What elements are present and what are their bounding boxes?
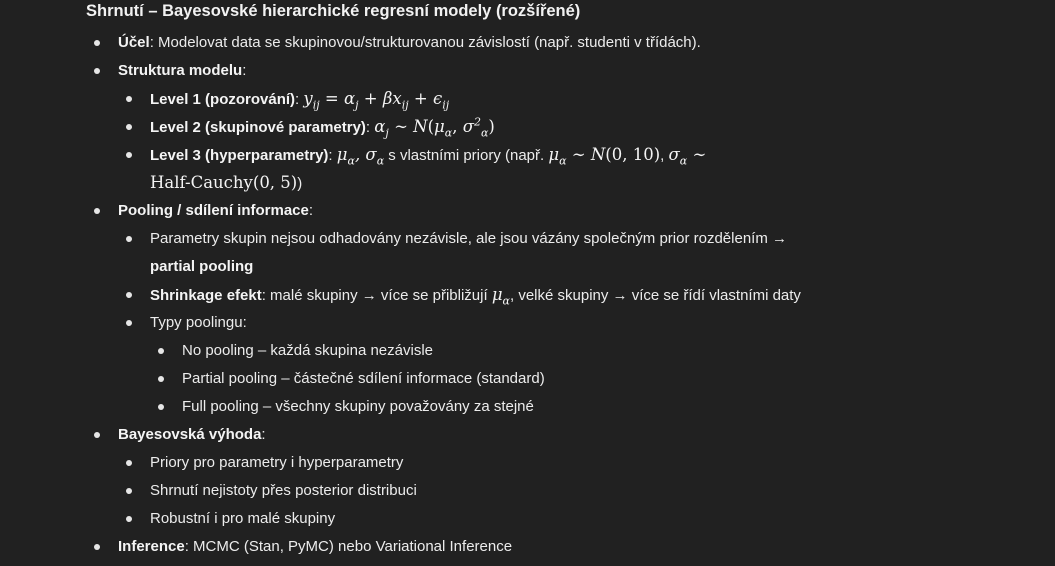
page-title: Shrnutí – Bayesovské hierarchické regresní modely (rozšířené): [86, 2, 581, 20]
list-item-shrinkage: [150, 281, 801, 309]
bullet-dot: [126, 488, 132, 494]
bullet-dot: [158, 404, 164, 410]
level2-label: Level 2 (skupinové parametry): [150, 119, 366, 136]
level1-label: Level 1 (pozorování): [150, 91, 296, 108]
shrinkage-text-b: , velké skupiny → více se řídí vlastními daty: [509, 287, 801, 304]
ucel-sep: :: [149, 34, 154, 51]
bullet-dot: [126, 96, 132, 102]
list-item-vyhoda: [118, 421, 266, 449]
list-item-vyhoda-sub: [150, 449, 403, 477]
level3-label: Level 3 (hyperparametry): [150, 147, 329, 164]
level1-sep: :: [295, 91, 304, 108]
bullet-dot: [126, 152, 132, 158]
bullet-dot: [94, 68, 100, 74]
list-item-pooling: [118, 197, 313, 225]
type-text: Full pooling – všechny skupiny považovány za stejné: [182, 398, 534, 415]
level3-prior1: $\mu_\alpha$ ∼ N(0, 10): [548, 145, 661, 168]
bullet-dot: [126, 320, 132, 326]
level3-prior2-cont: Half-Cauchy(0, 5): [150, 173, 298, 192]
list-item-type: [182, 365, 545, 393]
ucel-label: Účel: [118, 34, 150, 51]
shrinkage-text-a: : malé skupiny → více se přibližují: [261, 287, 492, 304]
list-item-types: [150, 309, 247, 337]
bullet-dot: [126, 236, 132, 242]
list-item-type: [182, 337, 433, 365]
bullet-dot: [126, 124, 132, 130]
bullet-dot: [158, 348, 164, 354]
type-text: Partial pooling – částečné sdílení informace (standard): [182, 370, 545, 387]
list-item-inference: [118, 533, 512, 561]
inference-text: MCMC (Stan, PyMC) nebo Variational Inference: [188, 538, 513, 555]
vyhoda-sep: :: [261, 426, 266, 443]
shrinkage-label: Shrinkage efekt: [150, 287, 262, 304]
bullet-dot: [94, 544, 100, 550]
ucel-text: Modelovat data se skupinovou/strukturovanou závislostí (např. studenti v třídách).: [153, 34, 701, 51]
list-item-level2: [150, 113, 495, 141]
level3-params: $\mu_\alpha$, $\sigma_\alpha$: [336, 145, 385, 168]
list-item-ucel: [118, 29, 701, 57]
level1-formula: $y_{ij} = \alpha_j + \beta x_{ij} + \epsilon_{ij}$: [303, 89, 450, 112]
bullet-dot: [94, 40, 100, 46]
bullet-dot: [94, 432, 100, 438]
struktura-sep: :: [242, 62, 247, 79]
pooling-desc-text: Parametry skupin nejsou odhadovány nezávisle, ale jsou vázány společným prior rozdělením →: [150, 230, 787, 247]
level3-sep: :: [328, 147, 337, 164]
vyhoda-text: Robustní i pro malé skupiny: [150, 510, 336, 527]
pooling-label: Pooling / sdílení informace: [118, 202, 309, 219]
level2-formula: $\alpha_j$ ∼ $N(\mu_\alpha$, $\sigma^2_\alpha$): [374, 115, 495, 140]
partial-pooling-bold: partial pooling: [150, 258, 254, 275]
type-text: No pooling – každá skupina nezávisle: [182, 342, 433, 359]
level3-text: s vlastními priory (např.: [384, 147, 549, 164]
vyhoda-text: Priory pro parametry i hyperparametry: [150, 454, 404, 471]
bullet-dot: [126, 292, 132, 298]
list-item-pooling-desc: [150, 225, 787, 253]
list-item-vyhoda-sub: [150, 477, 417, 505]
types-label: Typy poolingu:: [150, 314, 247, 331]
bullet-dot: [126, 516, 132, 522]
list-item-level3: [150, 141, 706, 169]
level2-sep: :: [365, 119, 375, 136]
inference-sep: :: [184, 538, 189, 555]
inference-label: Inference: [118, 538, 185, 555]
level3-comma: ,: [660, 147, 669, 164]
struktura-label: Struktura modelu: [118, 62, 243, 79]
list-item-vyhoda-sub: [150, 505, 335, 533]
list-item-level1: [150, 85, 449, 113]
level3-prior2: $\sigma_\alpha$ ∼: [668, 145, 707, 168]
vyhoda-text: Shrnutí nejistoty přes posterior distribuci: [150, 482, 417, 499]
bullet-dot: [126, 460, 132, 466]
list-item-type: [182, 393, 534, 421]
level3-close: ): [297, 175, 303, 192]
vyhoda-label: Bayesovská výhoda: [118, 426, 262, 443]
bullet-dot: [158, 376, 164, 382]
level3-continuation: [150, 169, 302, 197]
list-item-struktura: [118, 57, 246, 85]
pooling-desc-continuation: [150, 253, 253, 281]
pooling-sep: :: [308, 202, 314, 219]
bullet-dot: [94, 208, 100, 214]
shrinkage-mu: $\mu_\alpha$: [491, 285, 510, 308]
